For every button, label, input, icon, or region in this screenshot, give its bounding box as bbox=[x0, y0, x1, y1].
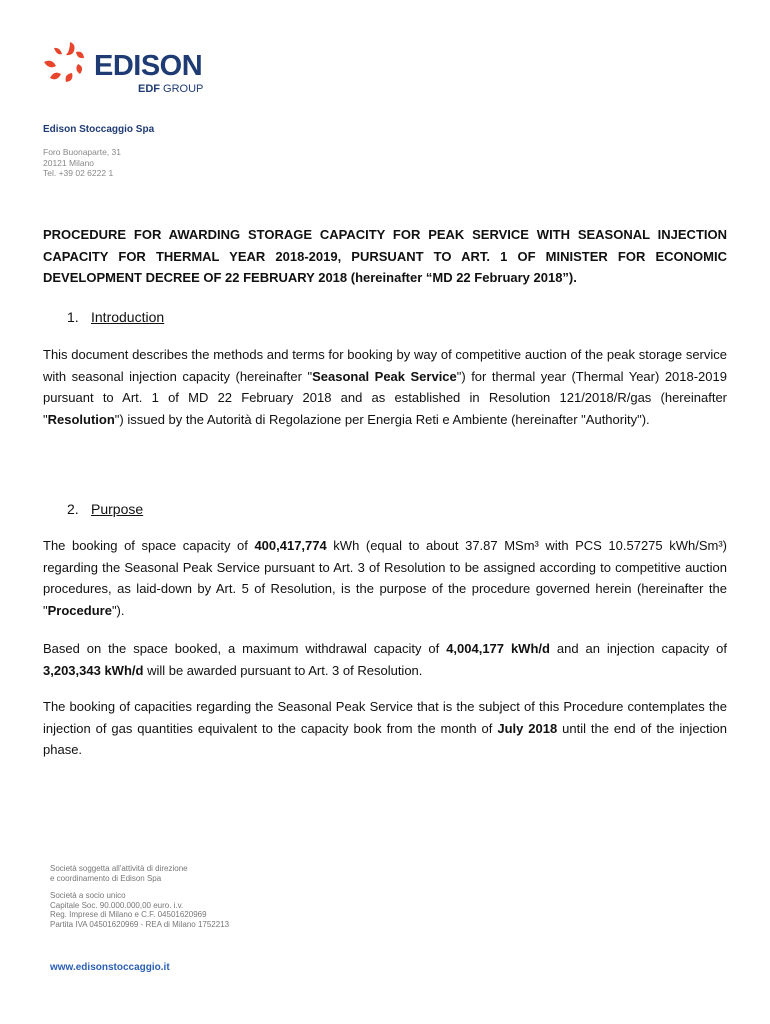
bold-term: Seasonal Peak Service bbox=[312, 368, 457, 384]
text-run: ") issued by the Autorità di Regolazione per Energia Reti e Ambiente (hereinafter "Authority"). bbox=[114, 411, 650, 427]
bold-value: 3,203,343 kWh/d bbox=[43, 662, 144, 678]
section-number: 2. bbox=[67, 501, 79, 517]
section-heading-introduction bbox=[67, 309, 164, 325]
text-run: The booking of capacities regarding the Seasonal Peak Service that is the subject of this Procedure contemplates the injection of gas quantities equivalent to the capacity book from the month of bbox=[43, 699, 727, 736]
text-run: ") for thermal year (Thermal Year) 2018-2019 pursuant to Art. 1 of MD 22 February 2018 and as established in Resolution 121/2018/R/gas (hereinafter " bbox=[43, 368, 727, 427]
purpose-paragraph-3 bbox=[43, 696, 727, 761]
company-address-line2: 20121 Milano bbox=[43, 157, 95, 168]
purpose-paragraph-2 bbox=[43, 638, 727, 681]
brand-name: EDISON bbox=[94, 50, 203, 82]
edf-group-label bbox=[138, 83, 203, 95]
text-run: kWh (equal to about 37.87 MSm³ with PCS 10.57275 kWh/Sm³) regarding the Seasonal Peak Service pursuant to Art. 3 of Resolution to be assigned according to competitive auction procedures, as laid-down by Art. 5 of Resolution, is the purpose of the procedure governed herein (hereinafter the " bbox=[43, 538, 727, 618]
text-run: This document describes the methods and terms for booking by way of competitive auction of the peak storage service with seasonal injection capacity (hereinafter " bbox=[43, 347, 727, 384]
footer-line: Capitale Soc. 90.000.000,00 euro. i.v. bbox=[50, 900, 184, 910]
group-label: GROUP bbox=[160, 83, 204, 95]
company-name: Edison Stoccaggio Spa bbox=[43, 124, 155, 135]
section-title: Introduction bbox=[91, 309, 165, 325]
edison-logo bbox=[40, 38, 210, 98]
bold-value: 400,417,774 bbox=[254, 538, 327, 553]
introduction-paragraph bbox=[43, 344, 727, 430]
document-title: PROCEDURE FOR AWARDING STORAGE CAPACITY FOR PEAK SERVICE WITH SEASONAL INJECTION CAPACITY FOR THERMAL YEAR 2018-2019, PURSUANT TO ART. 1 OF MINISTER FOR ECONOMIC DEVELOPMENT DECREE OF 22 FEBRUARY 2018 (hereinafter “MD 22 February 2018”). bbox=[43, 227, 727, 285]
text-run: "). bbox=[111, 602, 125, 618]
text-run: Based on the space booked, a maximum withdrawal capacity of bbox=[43, 641, 447, 656]
text-run: will be awarded pursuant to Art. 3 of Resolution. bbox=[143, 662, 423, 678]
footer-line: Partita IVA 04501620969 - REA di Milano 1752213 bbox=[50, 919, 230, 929]
bold-term: Resolution bbox=[47, 411, 115, 427]
section-title: Purpose bbox=[91, 501, 144, 517]
text-run: The booking of space capacity of bbox=[43, 538, 255, 553]
section-heading-purpose bbox=[67, 501, 143, 517]
company-block bbox=[43, 124, 443, 179]
bold-value: July 2018 bbox=[497, 720, 558, 736]
edf-label: EDF bbox=[138, 83, 160, 95]
footer-legal-info bbox=[50, 864, 350, 929]
bold-value: 4,004,177 kWh/d bbox=[446, 641, 550, 656]
company-phone: Tel. +39 02 6222 1 bbox=[43, 168, 114, 178]
footer-line: Società a socio unico bbox=[50, 891, 126, 900]
edison-flame-icon bbox=[40, 38, 96, 90]
website-link[interactable]: www.edisonstoccaggio.it bbox=[50, 962, 170, 973]
footer-line: Società soggetta all'attività di direzione bbox=[50, 864, 188, 873]
company-address-line1: Foro Buonaparte, 31 bbox=[43, 147, 121, 157]
bold-term: Procedure bbox=[47, 602, 112, 618]
text-run: until the end of the injection phase. bbox=[43, 720, 728, 757]
section-number: 1. bbox=[67, 309, 79, 325]
footer-line: Reg. Imprese di Milano e C.F. 04501620969 bbox=[50, 910, 207, 919]
purpose-paragraph-1 bbox=[43, 535, 727, 621]
text-run: and an injection capacity of bbox=[549, 641, 727, 656]
footer-line: e coordinamento di Edison Spa bbox=[50, 873, 162, 883]
